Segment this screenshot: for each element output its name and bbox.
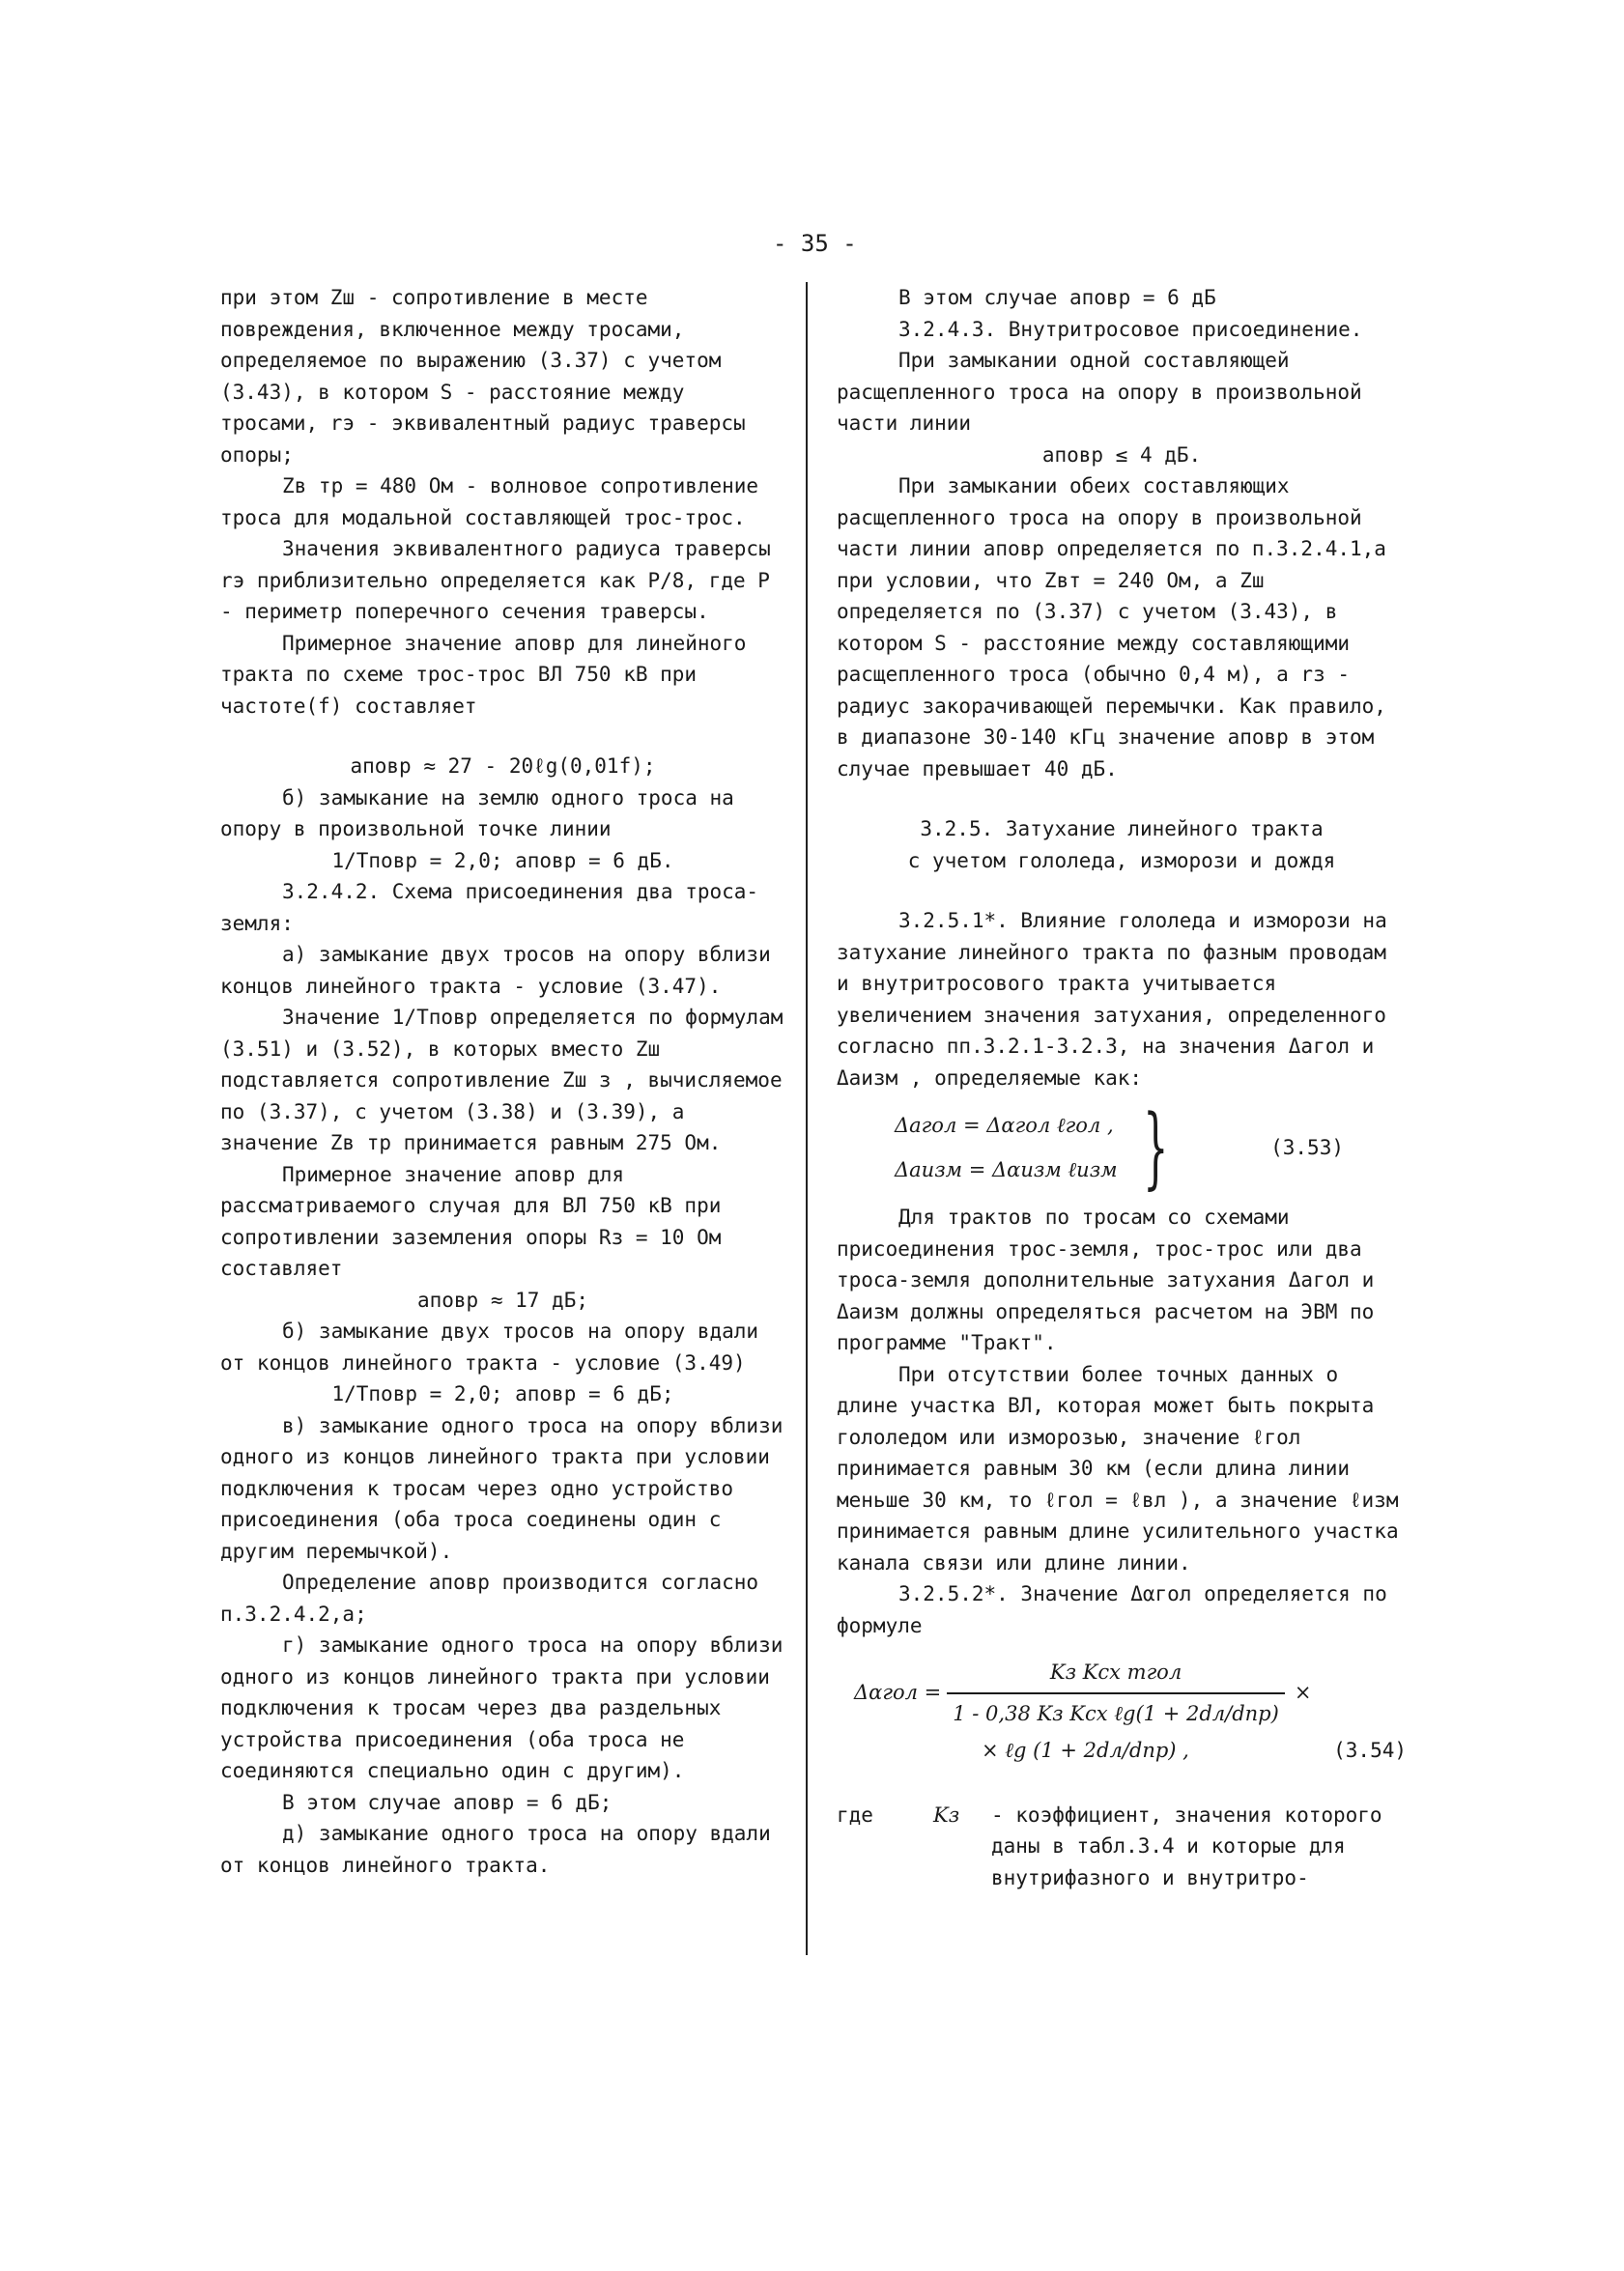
equation-line: Δaгол = Δαгол ℓгол , [895,1113,1114,1137]
paragraph: При отсутствии более точных данных о длине участка ВЛ, которая может быть покрыта гололедом или изморозью, значение ℓгол принимается равным 30 км (если длина линии меньше 30 км, то ℓгол = ℓвл ), а значение ℓизм принимается равным длине усилительного участка канала связи или длине линии. [837,1362,1399,1575]
equation-number: (3.53) [1270,1135,1344,1159]
right-column [837,282,1407,1893]
left-column [220,282,785,1881]
equation-number: (3.54) [1333,1739,1407,1762]
paragraph: при этом Zш - сопротивление в месте повреждения, включенное между тросами, определяемое по выражению (3.37) с учетом (3.43), в котором S - расстояние между тросами, rэ - эквивалентный радиус траверсы опоры; [220,286,746,467]
paragraph: При замыкании одной составляющей расщепленного троса на опору в произвольной части линии [837,349,1362,435]
paragraph: 3.2.5.2*. Значение Δαгол определяется по формуле [837,1582,1387,1637]
right-brace-icon: } [1142,1095,1169,1199]
equation-continuation [982,1735,1407,1767]
paragraph: 3.2.5.1*. Влияние гололеда и изморози на затухание линейного тракта по фазным проводам и внутритросового тракта учитывается увеличением значения затухания, определенного согласно пп.3.2.1-3.2.3, на значения Δaгол и Δaизм , определяемые как: [837,909,1387,1090]
paragraph: Примерное значение aповр для рассматриваемого случая для ВЛ 750 кВ при сопротивлении заземления опоры Rз = 10 Ом составляет [220,1162,722,1280]
section-heading-3-2-5: 3.2.5. Затухание линейного тракта [920,817,1324,840]
paragraph: Zв тр = 480 Ом - волновое сопротивление троса для модальной составляющей трос-трос. [220,474,759,529]
multiply-sign: × [1294,1681,1312,1705]
equation-3-53 [895,1095,1407,1199]
paragraph: д) замыкание одного троса на опору вдали от концов линейного тракта. [220,1822,771,1877]
fraction-numerator: Kз Kсх mгол [1049,1661,1182,1684]
paragraph: Значение 1/Tповр определяется по формулам (3.51) и (3.52), в которых вместо Zш подставляется сопротивление Zш з , вычисляемое по (3.37), с учетом (3.38) и (3.39), а значение Zв тр принимается равным 275 Ом. [220,1006,784,1154]
paragraph: В этом случае aповр = 6 дБ; [282,1790,613,1814]
formula-apovr-4db: aповр ≤ 4 дБ. [1041,442,1202,467]
paragraph: в) замыкание одного троса на опору вблизи одного из концов линейного тракта при условии подключения к тросам через одно устройство присоединения (оба троса соединены один с другим перемычкой). [220,1413,784,1563]
paragraph: Значения эквивалентного радиуса траверсы rэ приблизительно определяется как P/8, где P - периметр поперечного сечения траверсы. [220,537,771,623]
where-definition [837,1800,1407,1894]
equation-3-54 [854,1657,1407,1729]
section-heading-3-2-5-subtitle: с учетом гололеда, изморози и дождя [907,848,1336,872]
paragraph: Для трактов по тросам со схемами присоединения трос-земля, трос-трос или два троса-земля дополнительные затухания Δaгол и Δaизм должны определяться расчетом на ЭВМ по программе "Тракт". [837,1206,1375,1354]
where-word: где [837,1803,873,1827]
paragraph: г) замыкание одного троса на опору вблизи одного из концов линейного тракта при условии подключения к тросам через два раздельных устройства присоединения (оба троса не соединяются специально один с другим). [220,1633,784,1782]
section-heading-3-2-4-2: 3.2.4.2. Схема присоединения два троса-земля: [220,880,759,935]
formula-apovr-6db: 1/Tповр = 2,0; aповр = 6 дБ. [331,848,674,872]
paragraph: При замыкании обеих составляющих расщепленного троса на опору в произвольной части линии aповр определяется по п.3.2.4.1,а при условии, что Zвт = 240 Ом, а Zш определяется по (3.37) с учетом (3.43), в котором S - расстояние между составляющими расщепленного троса (обычно 0,4 м), а rз - радиус закорачивающей перемычки. Как правило, в диапазоне 30-140 кГц значение aповр в этом случае превышает 40 дБ. [837,474,1386,781]
equation-lhs: Δαгол = [854,1681,942,1705]
where-symbol: Kз [933,1803,960,1827]
equation-line: × ℓg (1 + 2dл/dпр) , [982,1739,1189,1762]
formula-apovr-17db: aповр ≈ 17 дБ; [416,1288,588,1312]
where-text: - коэффициент, значения которого даны в табл.3.4 и которые для внутрифазного и внутритро- [991,1803,1382,1889]
paragraph: а) замыкание двух тросов на опору вблизи концов линейного тракта - условие (3.47). [220,943,771,998]
paragraph: б) замыкание на землю одного троса на опору в произвольной точке линии [220,785,734,840]
equation-line: Δaизм = Δαизм ℓизм [895,1158,1118,1181]
paragraph: б) замыкание двух тросов на опору вдали от концов линейного тракта - условие (3.49) [220,1320,759,1375]
page-number: - 35 - [773,230,857,257]
section-heading-3-2-4-3: 3.2.4.3. Внутритросовое присоединение. [898,317,1363,341]
fraction-denominator: 1 - 0,38 Kз Kсх ℓg(1 + 2dл/dпр) [947,1692,1285,1730]
column-divider [806,282,808,1955]
formula-apovr-estimate: aповр ≈ 27 - 20ℓg(0,01f); [350,754,656,778]
paragraph: В этом случае aповр = 6 дБ [898,286,1216,309]
formula-apovr-6db-2: 1/Tповр = 2,0; aповр = 6 дБ; [331,1382,674,1405]
paragraph: Примерное значение aповр для линейного тракта по схеме трос-трос ВЛ 750 кВ при частоте(f) составляет [220,631,747,718]
paragraph: Определение aповр производится согласно п.3.2.4.2,а; [220,1571,759,1626]
